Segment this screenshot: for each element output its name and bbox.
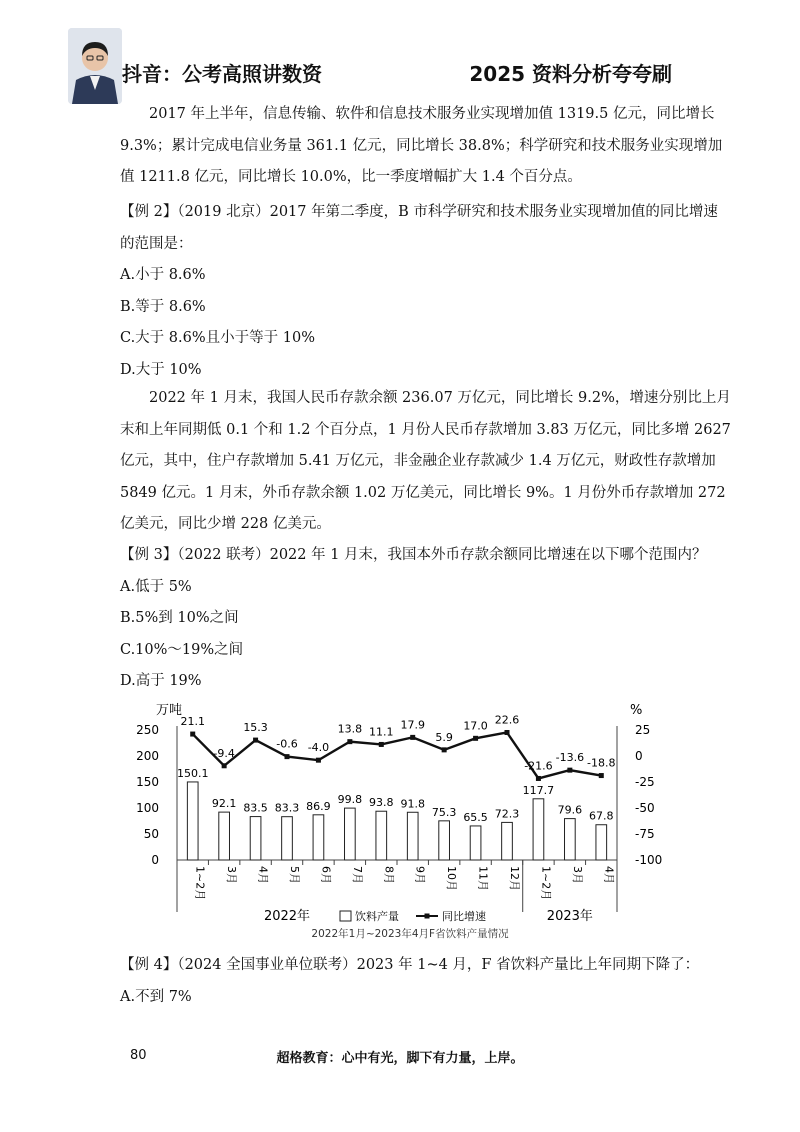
category-label: 3月: [570, 866, 584, 884]
bar: [376, 811, 387, 860]
bar-value-label: 79.6: [557, 803, 583, 817]
legend-line-label: 同比增速: [442, 910, 486, 923]
bar: [533, 799, 544, 860]
category-label: 7月: [350, 866, 364, 884]
bar: [313, 815, 324, 860]
right-axis-unit: %: [630, 703, 643, 718]
bar: [250, 817, 261, 860]
category-label: 8月: [382, 866, 396, 884]
passage-line: 值 1211.8 亿元，同比增长 10.0%，比一季度增幅扩大 1.4 个百分点。: [120, 169, 582, 185]
left-axis-tick: 50: [143, 827, 159, 841]
bar: [439, 821, 450, 860]
question-text: 【例 3】（2022 联考）2022 年 1 月末，我国本外币存款余额同比增速在以下哪个范围内？: [120, 547, 707, 563]
bar: [596, 825, 607, 860]
passage-line: 9.3%；累计完成电信业务量 361.1 亿元，同比增长 38.8%；科学研究和技术服务业实现增加: [120, 137, 723, 154]
bar-value-label: 93.8: [369, 796, 394, 810]
growth-rate-point: [536, 776, 541, 781]
bar: [282, 817, 293, 860]
left-axis-tick: 200: [136, 749, 159, 763]
category-label: 4月: [256, 866, 270, 884]
question-text: 的范围是：: [120, 235, 193, 252]
growth-rate-point: [599, 773, 604, 778]
passage-line: 亿元，其中，住户存款增加 5.41 万亿元，非金融企业存款减少 1.4 万亿元，财政性存款增加: [120, 453, 716, 469]
beverage-production-chart: [120, 696, 680, 926]
year-label: 2022年: [263, 909, 311, 924]
option-b: B.等于 8.6%: [120, 298, 206, 315]
example-3: [120, 540, 707, 698]
passage-line: 末和上年同期低 0.1 个和 1.2 个百分点，1 月份人民币存款增加 3.83 万亿元，同比多增 2627: [120, 421, 731, 438]
growth-rate-point: [567, 768, 572, 773]
question-text: 【例 4】（2024 全国事业单位联考）2023 年 1~4 月，F 省饮料产量比上年同期下降了：: [120, 957, 700, 973]
chart-title: 2022年1月~2023年4月F省饮料产量情况: [311, 928, 509, 940]
category-label: 5月: [288, 866, 301, 884]
option-c: C.大于 8.6%且小于等于 10%: [120, 330, 315, 346]
year-label: 2023年: [546, 909, 593, 924]
legend-bar-swatch: [340, 911, 351, 921]
category-label: 6月: [319, 866, 333, 884]
right-axis-tick: -50: [635, 801, 655, 815]
passage-line: 5849 亿元。1 月末，外币存款余额 1.02 万亿美元，同比增长 9%。1 月份外币存款增加 272: [120, 484, 726, 501]
growth-rate-label: 22.6: [494, 713, 520, 727]
bar-value-label: 117.7: [522, 783, 555, 797]
option-b: B.5%到 10%之间: [120, 610, 239, 626]
option-d: D.高于 19%: [120, 673, 202, 689]
page-number: 80: [130, 1048, 147, 1063]
bar: [187, 782, 198, 860]
option-a: A.低于 5%: [120, 578, 192, 595]
growth-rate-label: 15.3: [243, 721, 268, 735]
growth-rate-label: -0.6: [276, 737, 298, 751]
growth-rate-point: [379, 742, 384, 747]
growth-rate-label: 13.8: [337, 722, 363, 736]
category-label: 9月: [413, 866, 427, 884]
passage-line: 2017 年上半年，信息传输、软件和信息技术服务业实现增加值 1319.5 亿元，同比增长: [149, 106, 715, 122]
footer-slogan: 超格教育：心中有光，脚下有力量，上岸。: [276, 1051, 524, 1066]
category-label: 4月: [602, 866, 616, 884]
question-text: 【例 2】（2019 北京）2017 年第二季度，B 市科学研究和技术服务业实现增加值的同比增速: [120, 204, 718, 220]
left-axis-tick: 100: [136, 801, 159, 815]
growth-rate-point: [473, 736, 478, 741]
bar-value-label: 150.1: [176, 766, 209, 780]
bar: [502, 822, 513, 860]
growth-rate-point: [316, 758, 321, 763]
bar-value-label: 65.5: [463, 810, 488, 824]
option-c: C.10%～19%之间: [120, 641, 244, 658]
growth-rate-point: [190, 732, 195, 737]
bar-value-label: 83.5: [243, 801, 268, 815]
right-axis-tick: 0: [635, 749, 643, 763]
category-label: 1~2月: [539, 866, 553, 901]
bar: [407, 812, 418, 860]
growth-rate-label: -21.6: [524, 759, 553, 773]
category-label: 10月: [445, 866, 459, 891]
option-a: A.不到 7%: [120, 988, 192, 1005]
bar-value-label: 92.1: [211, 797, 237, 811]
growth-rate-point: [410, 735, 415, 740]
example-2: [120, 197, 718, 386]
legend-bar-label: 饮料产量: [355, 910, 399, 923]
passage-line: 亿美元，同比少增 228 亿美元。: [120, 516, 331, 532]
growth-rate-point: [285, 754, 290, 759]
category-label: 3月: [225, 866, 239, 884]
left-axis-tick: 0: [151, 853, 159, 867]
growth-rate-label: 17.9: [400, 718, 425, 732]
category-label: 1~2月: [193, 866, 207, 901]
bar: [345, 808, 356, 860]
example-4: [120, 950, 700, 1013]
option-d: D.大于 10%: [120, 361, 202, 378]
bar: [219, 812, 230, 860]
growth-rate-label: 11.1: [369, 725, 394, 739]
bar-value-label: 83.3: [274, 801, 300, 815]
growth-rate-point: [222, 763, 227, 768]
right-axis-tick: 25: [635, 723, 651, 737]
passage-line: 2022 年 1 月末，我国人民币存款余额 236.07 万亿元，同比增长 9.2%，增速分别比上月: [149, 390, 731, 406]
left-axis-tick: 150: [136, 775, 159, 789]
growth-rate-point: [253, 738, 258, 743]
growth-rate-label: -13.6: [555, 751, 585, 765]
growth-rate-label: 5.9: [435, 730, 453, 744]
bar-value-label: 86.9: [306, 799, 331, 813]
passage-1: [120, 99, 723, 194]
growth-rate-point: [442, 747, 447, 752]
bar-value-label: 72.3: [494, 807, 520, 821]
bar-value-label: 99.8: [337, 793, 363, 807]
bar-value-label: 67.8: [589, 809, 614, 823]
growth-rate-label: 17.0: [463, 719, 488, 733]
passage-2: [120, 383, 731, 541]
book-title: 2025 资料分析夸夸刷: [469, 62, 672, 86]
growth-rate-label: 21.1: [180, 715, 205, 729]
right-axis-tick: -75: [635, 827, 655, 841]
bar-value-label: 75.3: [431, 805, 457, 819]
option-a: A.小于 8.6%: [120, 267, 206, 283]
channel-title: 抖音：公考高照讲数资: [122, 62, 322, 86]
growth-rate-label: -9.4: [213, 746, 235, 760]
left-axis-unit: 万吨: [156, 703, 183, 718]
right-axis-tick: -25: [635, 775, 655, 789]
bar-value-label: 91.8: [400, 797, 425, 811]
author-avatar: [68, 28, 122, 104]
growth-rate-label: -4.0: [307, 741, 330, 755]
bar: [470, 826, 481, 860]
bar: [565, 819, 576, 860]
legend-line-marker: [425, 914, 430, 919]
growth-rate-point: [505, 730, 510, 735]
left-axis-tick: 250: [136, 723, 159, 737]
category-label: 12月: [508, 866, 521, 891]
category-label: 11月: [476, 866, 490, 891]
right-axis-tick: -100: [635, 853, 663, 867]
growth-rate-label: -18.8: [587, 756, 616, 770]
growth-rate-point: [347, 739, 352, 744]
